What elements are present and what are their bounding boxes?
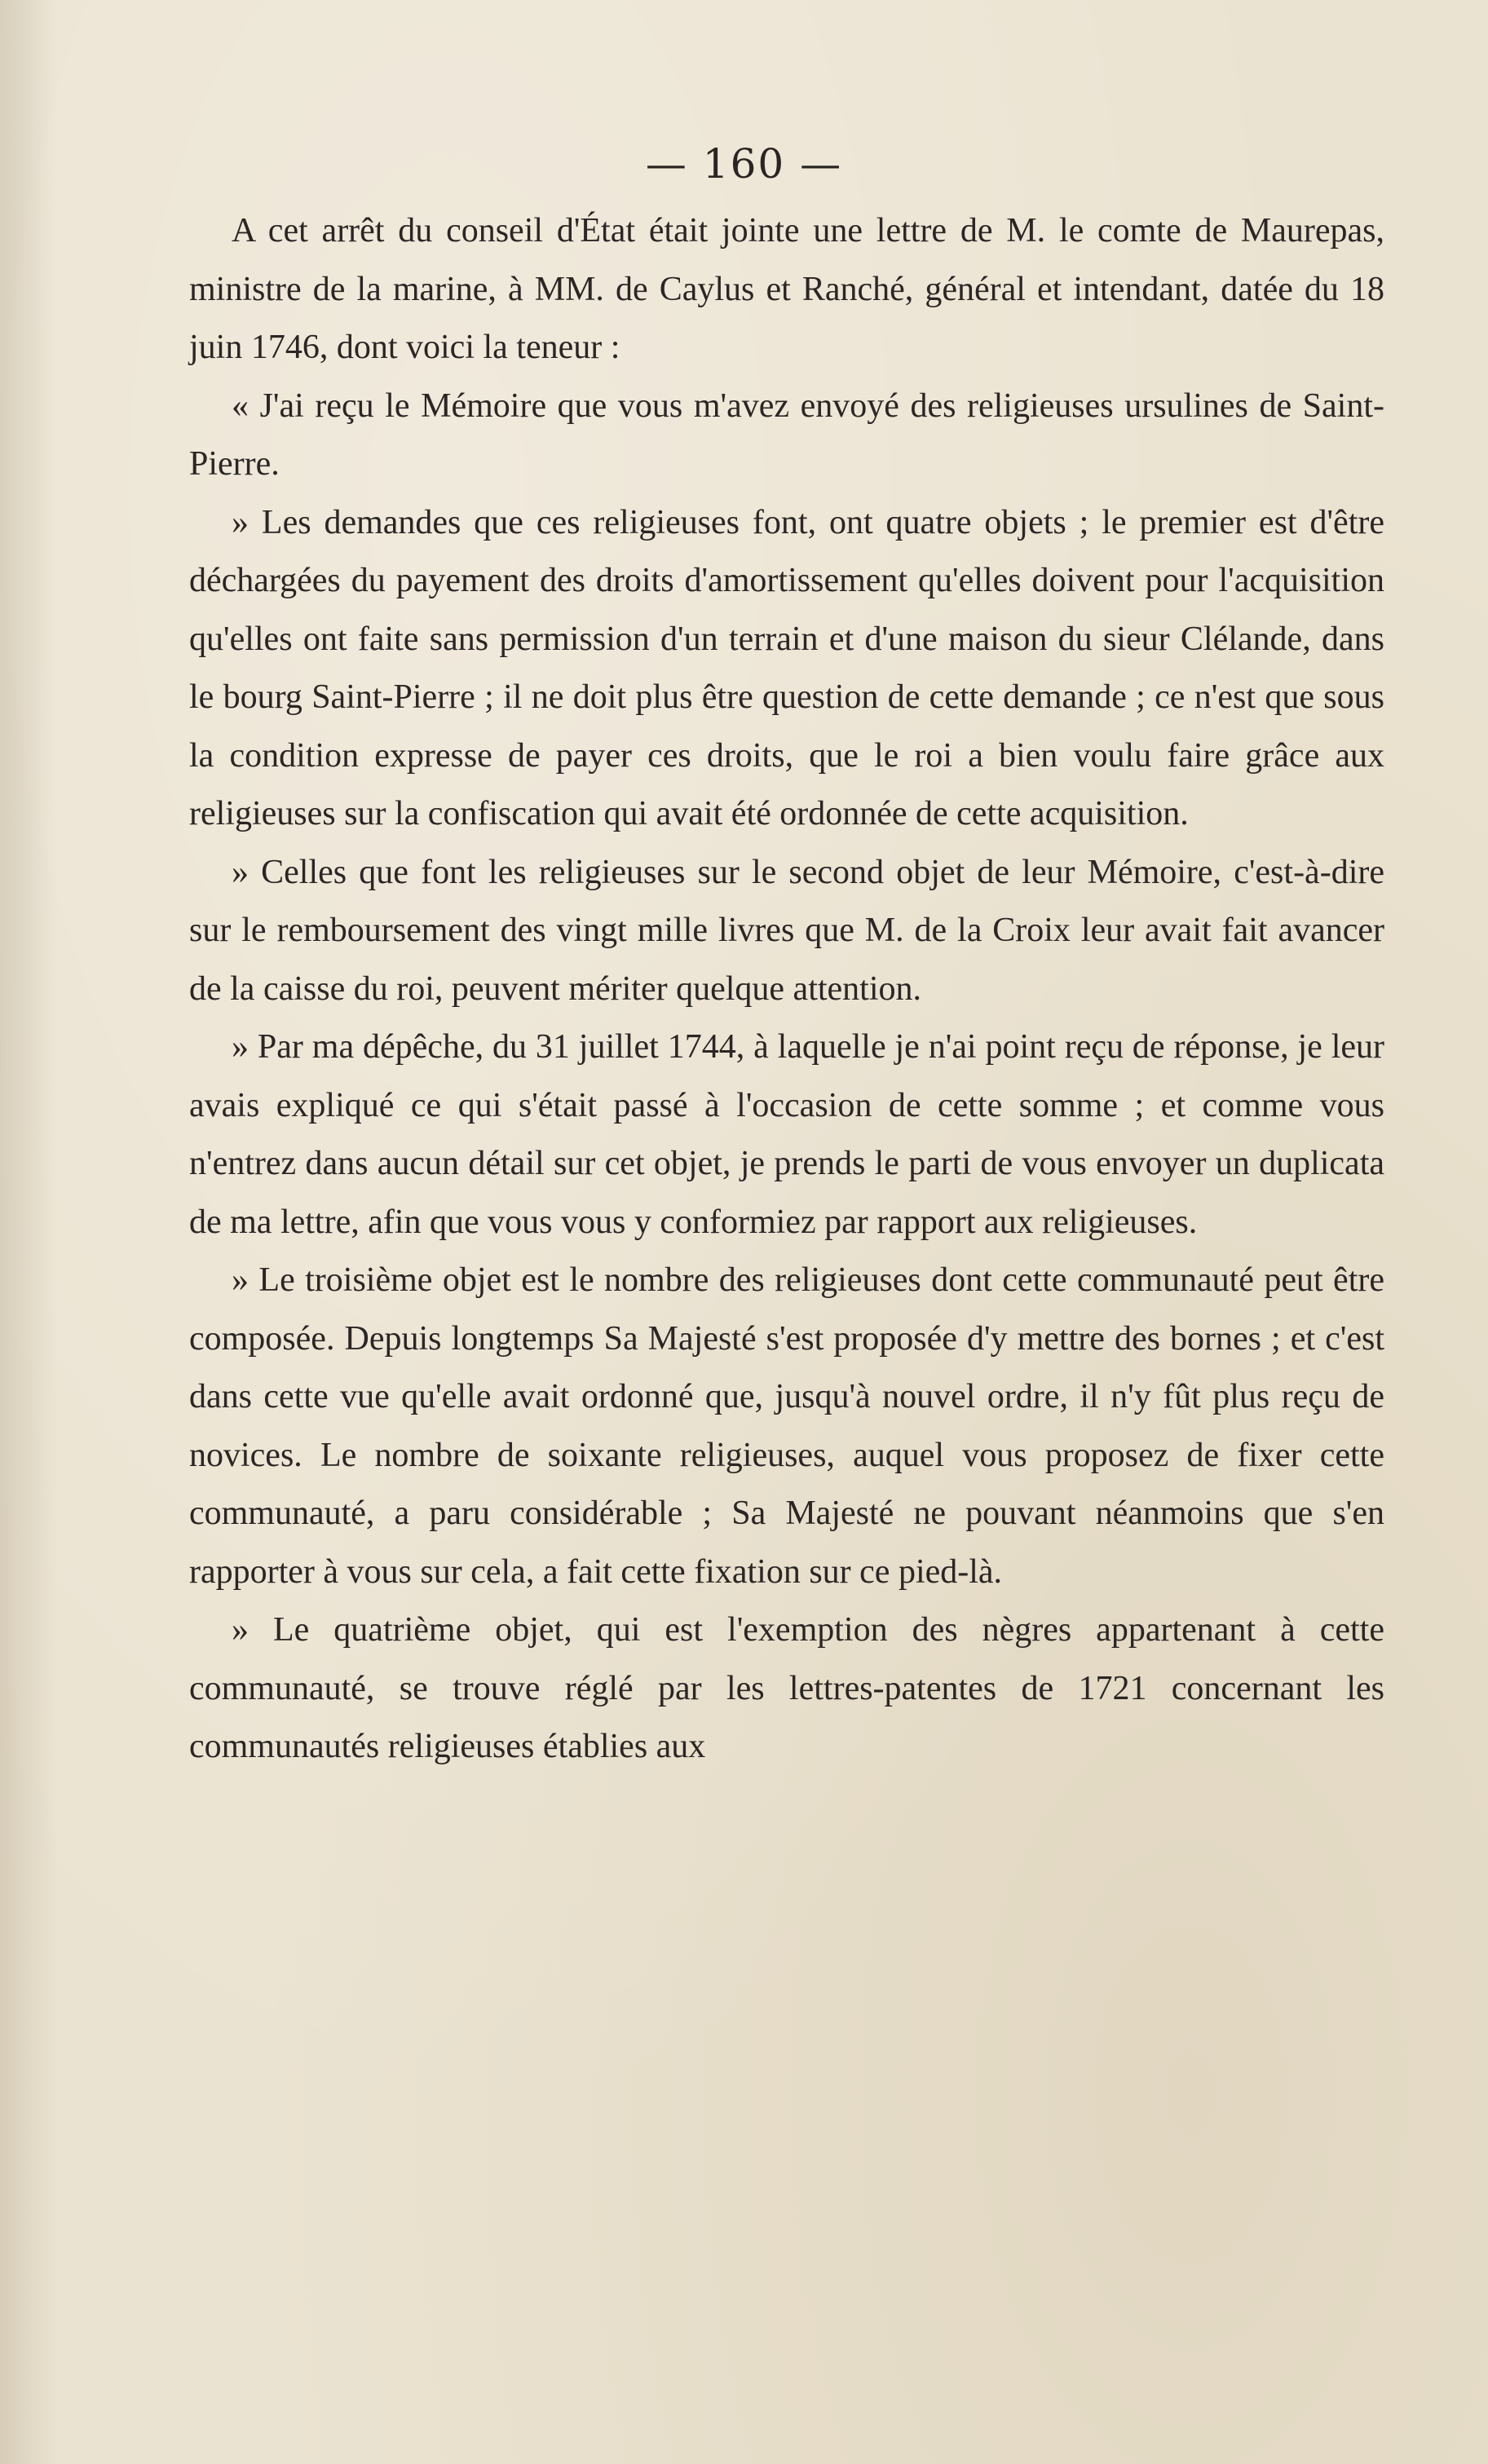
page-number: — 160 — — [645, 140, 843, 188]
paragraph-first-object: » Les demandes que ces religieuses font, ont quatre objets ; le premier est d'être déchargées du payement des droits d'amortissement qu'elles doivent pour l'acquisition qu'elles ont faite sans permission d'un terrain et d'une maison du sieur Clélande, dans le bourg Saint-Pierre ; il ne doit plus être question de cette demande ; ce n'est que sous la condition expresse de payer ces droits, que le roi a bien voulu faire grâce aux religieuses sur la confiscation qui avait été ordonnée de cette acquisition. — [189, 503, 1384, 832]
paragraph-intro: A cet arrêt du conseil d'État était jointe une lettre de M. le comte de Maurepas, ministre de la marine, à MM. de Caylus et Ranché, général et intendant, datée du 18 juin 1746, dont voici la teneur : — [189, 212, 1384, 366]
paragraph-fourth-object: » Le quatrième objet, qui est l'exemption des nègres appartenant à cette communauté, se trouve réglé par les lettres-patentes de 1721 concernant les communautés religieuses établies aux — [189, 1611, 1384, 1765]
binding-shadow — [0, 0, 57, 2464]
body-text — [189, 202, 1384, 1777]
paragraph-dispatch: » Par ma dépêche, du 31 juillet 1744, à laquelle je n'ai point reçu de réponse, je leur avais expliqué ce qui s'était passé à l'occasion de cette somme ; et comme vous n'entrez dans aucun détail sur cet objet, je prends le parti de vous envoyer un duplicata de ma lettre, afin que vous vous y conformiez par rapport aux religieuses. — [189, 1028, 1384, 1241]
paragraph-second-object: » Celles que font les religieuses sur le second objet de leur Mémoire, c'est-à-dire sur le remboursement des vingt mille livres que M. de la Croix leur avait fait avancer de la caisse du roi, peuvent mériter quelque attention. — [189, 853, 1384, 1008]
paragraph-third-object: » Le troisième objet est le nombre des religieuses dont cette communauté peut être composée. Depuis longtemps Sa Majesté s'est proposée d'y mettre des bornes ; et c'est dans cette vue qu'elle avait ordonné que, jusqu'à nouvel ordre, il n'y fût plus reçu de novices. Le nombre de soixante religieuses, auquel vous proposez de fixer cette communauté, a paru considérable ; Sa Majesté ne pouvant néanmoins que s'en rapporter à vous sur cela, a fait cette fixation sur ce pied-là. — [189, 1261, 1384, 1591]
paragraph-quote-opening: « J'ai reçu le Mémoire que vous m'avez envoyé des religieuses ursulines de Saint-Pierre. — [189, 386, 1384, 483]
